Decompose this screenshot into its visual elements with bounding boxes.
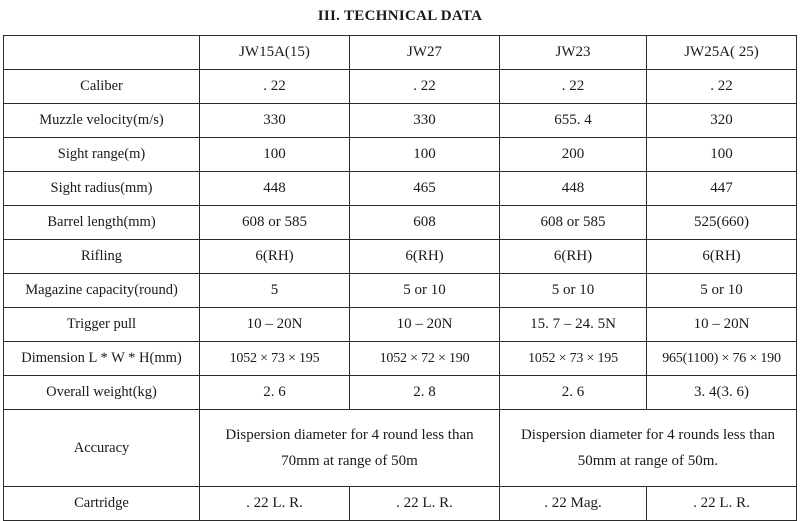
column-header: JW27 [350, 36, 500, 70]
corner-cell [4, 36, 200, 70]
column-header: JW15A(15) [200, 36, 350, 70]
table-cell: 5 [200, 274, 350, 308]
accuracy-note-left: Dispersion diameter for 4 round less than 70mm at range of 50m [200, 410, 500, 487]
table-cell: 5 or 10 [647, 274, 797, 308]
table-cell: 6(RH) [200, 240, 350, 274]
table-cell: 2. 6 [200, 376, 350, 410]
page-title: III. TECHNICAL DATA [317, 8, 483, 24]
table-row [4, 376, 797, 410]
table-cell: 100 [350, 138, 500, 172]
table-cell: 465 [350, 172, 500, 206]
table-row [4, 206, 797, 240]
table-cell: 525(660) [647, 206, 797, 240]
table-cell: 447 [647, 172, 797, 206]
column-header: JW23 [500, 36, 647, 70]
table-row [4, 104, 797, 138]
row-label: Caliber [4, 70, 200, 104]
table-cell: 320 [647, 104, 797, 138]
row-label: Overall weight(kg) [4, 376, 200, 410]
technical-data-table [3, 35, 797, 521]
table-cell: 448 [500, 172, 647, 206]
table-cell: 1052 × 73 × 195 [200, 342, 350, 376]
row-label: Magazine capacity(round) [4, 274, 200, 308]
table-cell: 655. 4 [500, 104, 647, 138]
table-cell: 100 [647, 138, 797, 172]
table-cell: 6(RH) [350, 240, 500, 274]
header-row [4, 36, 797, 70]
table-cell: . 22 [350, 70, 500, 104]
table-cell: . 22 L. R. [200, 487, 350, 521]
table-cell: 448 [200, 172, 350, 206]
table-cell: 10 – 20N [350, 308, 500, 342]
row-label: Muzzle velocity(m/s) [4, 104, 200, 138]
accuracy-note-right: Dispersion diameter for 4 rounds less than 50mm at range of 50m. [500, 410, 797, 487]
row-label: Sight range(m) [4, 138, 200, 172]
row-label: Sight radius(mm) [4, 172, 200, 206]
table-row [4, 172, 797, 206]
table-cell: 608 or 585 [200, 206, 350, 240]
table-cell: . 22 [200, 70, 350, 104]
table-cell: 10 – 20N [200, 308, 350, 342]
table-cell: 200 [500, 138, 647, 172]
table-cell: 330 [350, 104, 500, 138]
table-cell: 5 or 10 [500, 274, 647, 308]
row-label: Trigger pull [4, 308, 200, 342]
table-cell: 6(RH) [500, 240, 647, 274]
table-row [4, 308, 797, 342]
table-cell: 10 – 20N [647, 308, 797, 342]
row-label: Rifling [4, 240, 200, 274]
table-cell: 965(1100) × 76 × 190 [647, 342, 797, 376]
table-cell: 100 [200, 138, 350, 172]
table-cell: . 22 [647, 70, 797, 104]
table-row [4, 70, 797, 104]
row-label: Accuracy [4, 410, 200, 487]
column-header: JW25A( 25) [647, 36, 797, 70]
table-cell: 608 [350, 206, 500, 240]
table-cell: 1052 × 73 × 195 [500, 342, 647, 376]
row-label: Barrel length(mm) [4, 206, 200, 240]
table-cell: 1052 × 72 × 190 [350, 342, 500, 376]
table-cell: . 22 [500, 70, 647, 104]
table-cell: 330 [200, 104, 350, 138]
table-cell: 6(RH) [647, 240, 797, 274]
table-cell: 608 or 585 [500, 206, 647, 240]
accuracy-row [4, 410, 797, 487]
row-label: Cartridge [4, 487, 200, 521]
table-row [4, 138, 797, 172]
table-row [4, 240, 797, 274]
table-cell: 2. 8 [350, 376, 500, 410]
table-row [4, 274, 797, 308]
table-row [4, 342, 797, 376]
table-cell: . 22 L. R. [647, 487, 797, 521]
table-cell: . 22 L. R. [350, 487, 500, 521]
table-cell: . 22 Mag. [500, 487, 647, 521]
table-cell: 5 or 10 [350, 274, 500, 308]
table-cell: 2. 6 [500, 376, 647, 410]
table-cell: 3. 4(3. 6) [647, 376, 797, 410]
cartridge-row [4, 487, 797, 521]
row-label: Dimension L * W * H(mm) [4, 342, 200, 376]
table-cell: 15. 7 – 24. 5N [500, 308, 647, 342]
